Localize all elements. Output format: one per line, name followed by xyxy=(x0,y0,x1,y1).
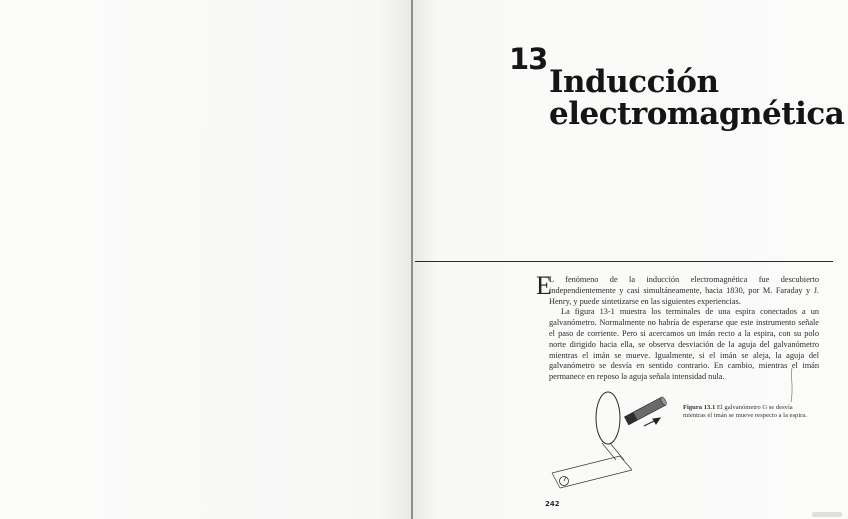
left-page xyxy=(0,0,412,519)
bar-magnet xyxy=(624,396,667,425)
caption-text: El galvanómetro G se desvía mientras el imán se mueve respecto a la espira. xyxy=(683,404,807,419)
paragraph-experiment: La figura 13-1 muestra los terminales de una espira conectados a un galvanómetro. Normalmente no habría de esperarse que este instrumento señale el paso de corriente. Pero si acercamos un imán recto a la espira, con su polo norte dirigido hacia ella, se observa desviación de la aguja del galvanómetro mientras el imán se mueve. Igualmente, si el imán se aleja, la aguja del galvanómetro se desvía en sentido contrario. En cambio, mientras el imán permanece en reposo la aguja señala intensidad nula. xyxy=(549,307,819,382)
chapter-number: 13 xyxy=(509,42,548,76)
scan-artifact xyxy=(812,512,842,517)
chapter-title-line2: electromagnética xyxy=(549,96,845,132)
figure-induction-diagram xyxy=(540,388,680,498)
motion-arrow-icon xyxy=(644,418,660,426)
drop-cap: E xyxy=(536,271,552,300)
section-divider xyxy=(415,261,833,262)
caption-label: Figura 13.1 xyxy=(683,404,716,411)
page-number: 242 xyxy=(545,500,560,508)
wire-loop xyxy=(596,392,620,444)
body-text xyxy=(549,275,819,383)
figure-caption xyxy=(683,404,808,419)
margin-pencil-mark xyxy=(788,368,796,402)
galvanometer-g xyxy=(560,477,569,486)
chapter-title-line1: Inducción xyxy=(549,64,719,100)
galvanometer-circuit xyxy=(552,443,632,488)
paragraph-intro: L fenómeno de la inducción electromagnética fue descubierto independientemente y casi simultáneamente, hacia 1830, por M. Faraday y J. Henry, y puede sintetizarse en las siguientes experiencias. xyxy=(549,275,819,306)
chapter-title xyxy=(549,64,845,132)
